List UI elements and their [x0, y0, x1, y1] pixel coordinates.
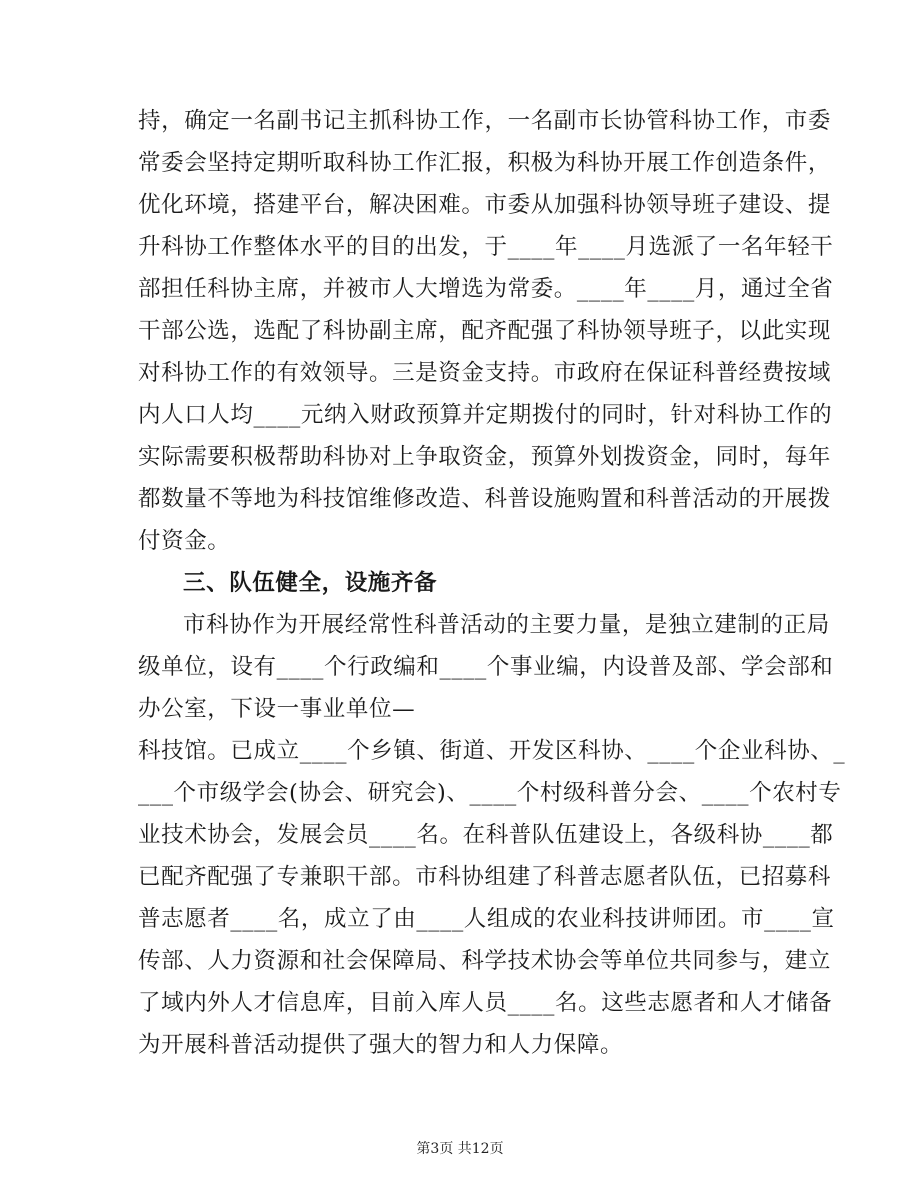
paragraph-line: 部担任科协主席，并被市人大增选为常委。____年____月，通过全省: [138, 276, 834, 302]
paragraph-line: 干部公选，选配了科协副主席，配齐配强了科协领导班子，以此实现: [138, 318, 832, 344]
paragraph-line: 优化环境，搭建平台，解决困难。市委从加强科协领导班子建设、提: [138, 192, 832, 218]
section-heading: 三、队伍健全，设施齐备: [183, 570, 438, 596]
paragraph-line: 已配齐配强了专兼职干部。市科协组建了科普志愿者队伍，已招募科: [138, 864, 832, 890]
paragraph-line: 市科协作为开展经常性科普活动的主要力量，是独立建制的正局: [183, 612, 830, 638]
paragraph-line: 内人口人均____元纳入财政预算并定期拨付的同时，针对科协工作的: [138, 402, 833, 428]
paragraph-line: 为开展科普活动提供了强大的智力和人力保障。: [138, 1032, 624, 1058]
paragraph-line: 付资金。: [138, 528, 231, 554]
paragraph-line: 传部、人力资源和社会保障局、科学技术协会等单位共同参与，建立: [138, 948, 832, 974]
paragraph-line: 业技术协会，发展会员____名。在科普队伍建设上，各级科协____都: [138, 822, 834, 848]
paragraph-line: 办公室，下设一事业单位—: [138, 696, 416, 722]
page-number: 第3页 共12页: [416, 1141, 504, 1157]
paragraph-line: 了域内外人才信息库，目前入库人员____名。这些志愿者和人才储备: [138, 990, 833, 1016]
paragraph-line: 普志愿者____名，成立了由____人组成的农业科技讲师团。市____宣: [138, 906, 835, 932]
body-text: [138, 100, 846, 1066]
paragraph-line: ___个市级学会(协会、研究会)、____个村级科普分会、____个农村专: [138, 780, 842, 806]
paragraph-line: 都数量不等地为科技馆维修改造、科普设施购置和科普活动的开展拨: [138, 486, 832, 512]
paragraph-line: 升科协工作整体水平的目的出发，于____年____月选派了一名年轻干: [138, 234, 834, 260]
paragraph-line: 科技馆。已成立____个乡镇、街道、开发区科协、____个企业科协、_: [138, 738, 846, 764]
paragraph-line: 对科协工作的有效领导。三是资金支持。市政府在保证科普经费按域: [138, 360, 832, 386]
paragraph-line: 实际需要积极帮助科协对上争取资金，预算外划拨资金，同时，每年: [138, 444, 832, 470]
paragraph-line: 常委会坚持定期听取科协工作汇报，积极为科协开展工作创造条件，: [138, 150, 832, 176]
paragraph-line: 持，确定一名副书记主抓科协工作，一名副市长协管科协工作，市委: [138, 108, 832, 134]
paragraph-line: 级单位，设有____个行政编和____个事业编，内设普及部、学会部和: [138, 654, 834, 680]
